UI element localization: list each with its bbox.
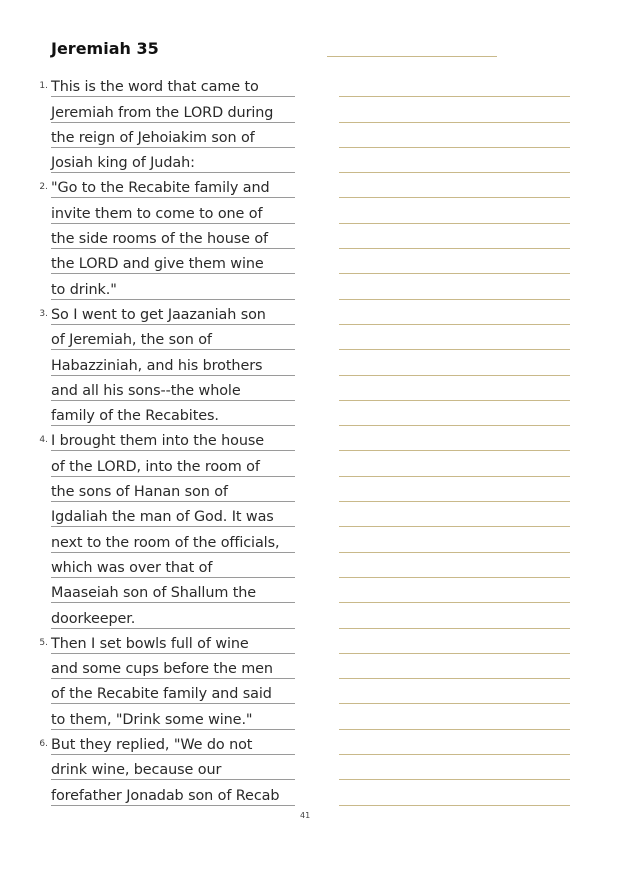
verse-text: forefather Jonadab son of Recab — [51, 787, 280, 804]
text-line — [51, 249, 295, 274]
verse-text: Jeremiah from the LORD during — [51, 104, 274, 121]
verse-text: Josiah king of Judah: — [51, 155, 195, 172]
verse-text: of Jeremiah, the son of — [51, 332, 212, 349]
writing-line[interactable] — [339, 629, 570, 654]
verse-text: doorkeeper. — [51, 610, 136, 627]
verse-text: drink wine, because our — [51, 762, 222, 779]
verse-text: of the Recabite family and said — [51, 686, 272, 703]
writing-line[interactable] — [339, 780, 570, 805]
text-line — [51, 527, 295, 552]
text-line — [51, 755, 295, 780]
verse-text: next to the room of the officials, — [51, 534, 280, 551]
verse-number: 4. — [39, 435, 48, 446]
text-column — [0, 72, 300, 806]
writing-line[interactable] — [339, 198, 570, 223]
text-line — [51, 401, 295, 426]
writing-line[interactable] — [339, 173, 570, 198]
writing-line[interactable] — [339, 527, 570, 552]
verse-text: the reign of Jehoiakim son of — [51, 129, 255, 146]
text-line — [51, 780, 295, 805]
text-line — [51, 350, 295, 375]
text-line — [51, 553, 295, 578]
verse-text: Then I set bowls full of wine — [51, 635, 249, 652]
verse-number: 2. — [39, 182, 48, 193]
text-line — [51, 325, 295, 350]
verse-number: 6. — [39, 739, 48, 750]
verse-text: This is the word that came to — [51, 79, 259, 96]
writing-line[interactable] — [339, 679, 570, 704]
verse-text: Habazziniah, and his brothers — [51, 357, 263, 374]
verse-text: which was over that of — [51, 559, 213, 576]
page-number: 41 — [300, 812, 311, 818]
verse-text: and some cups before the men — [51, 661, 273, 678]
text-line — [51, 376, 295, 401]
text-line — [51, 123, 295, 148]
writing-line[interactable] — [339, 72, 570, 97]
text-line — [51, 603, 295, 628]
writing-line[interactable] — [339, 477, 570, 502]
writing-line[interactable] — [339, 148, 570, 173]
verse-text: So I went to get Jaazaniah son — [51, 306, 266, 323]
verse-text: the sons of Hanan son of — [51, 484, 228, 501]
writing-column — [339, 72, 570, 806]
verse-text: to drink." — [51, 281, 117, 298]
writing-line[interactable] — [339, 426, 570, 451]
text-line — [51, 679, 295, 704]
verse-text: Igdaliah the man of God. It was — [51, 509, 274, 526]
title-writing-line — [327, 56, 497, 57]
writing-line[interactable] — [339, 97, 570, 122]
verse-text: "Go to the Recabite family and — [51, 180, 270, 197]
text-line — [51, 704, 295, 729]
verse-number: 1. — [39, 81, 48, 92]
verse-text: invite them to come to one of — [51, 205, 263, 222]
text-line — [39, 426, 295, 451]
text-line — [39, 173, 295, 198]
text-line — [51, 198, 295, 223]
text-line — [51, 477, 295, 502]
writing-line[interactable] — [339, 350, 570, 375]
text-line — [39, 300, 295, 325]
writing-line[interactable] — [339, 451, 570, 476]
verse-text: But they replied, "We do not — [51, 737, 253, 754]
verse-text: Maaseiah son of Shallum the — [51, 585, 257, 602]
writing-line[interactable] — [339, 730, 570, 755]
verse-text: the side rooms of the house of — [51, 231, 269, 248]
writing-line[interactable] — [339, 249, 570, 274]
text-line — [51, 274, 295, 299]
text-line — [51, 97, 295, 122]
writing-line[interactable] — [339, 274, 570, 299]
writing-line[interactable] — [339, 502, 570, 527]
text-line — [51, 578, 295, 603]
writing-line[interactable] — [339, 401, 570, 426]
writing-line[interactable] — [339, 755, 570, 780]
page-title: Jeremiah 35 — [51, 39, 159, 58]
verse-text: of the LORD, into the room of — [51, 458, 260, 475]
text-line — [51, 654, 295, 679]
text-line — [51, 451, 295, 476]
writing-line[interactable] — [339, 300, 570, 325]
text-line — [39, 72, 295, 97]
verse-text: family of the Recabites. — [51, 408, 219, 425]
verse-number: 5. — [39, 637, 48, 648]
writing-line[interactable] — [339, 376, 570, 401]
writing-line[interactable] — [339, 123, 570, 148]
verse-text: the LORD and give them wine — [51, 256, 264, 273]
writing-line[interactable] — [339, 325, 570, 350]
verse-text: I brought them into the house — [51, 433, 264, 450]
text-line — [51, 502, 295, 527]
text-line — [51, 224, 295, 249]
text-line — [39, 629, 295, 654]
writing-line[interactable] — [339, 578, 570, 603]
text-line — [51, 148, 295, 173]
writing-line[interactable] — [339, 224, 570, 249]
text-line — [39, 730, 295, 755]
verse-number: 3. — [39, 308, 48, 319]
writing-line[interactable] — [339, 704, 570, 729]
writing-line[interactable] — [339, 654, 570, 679]
writing-line[interactable] — [339, 553, 570, 578]
writing-line[interactable] — [339, 603, 570, 628]
verse-text: and all his sons--the whole — [51, 382, 241, 399]
verse-text: to them, "Drink some wine." — [51, 711, 253, 728]
